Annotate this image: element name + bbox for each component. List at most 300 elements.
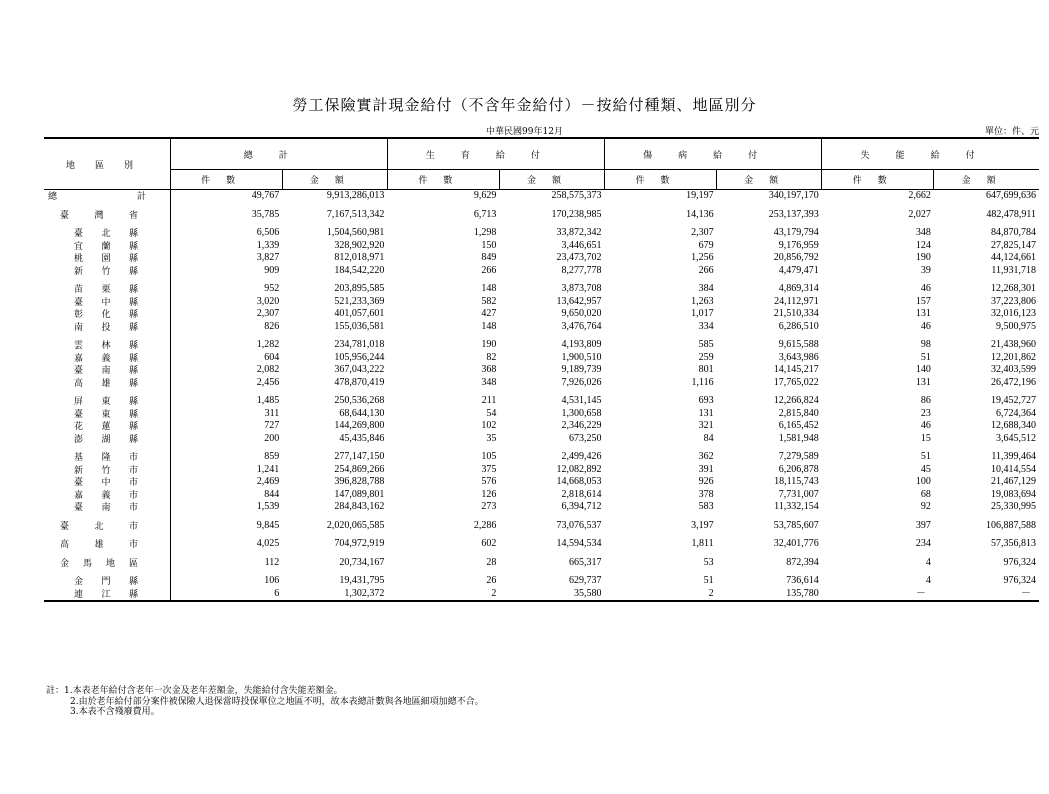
table-row: [44, 420, 1039, 433]
amount-cell: 32,403,599: [991, 364, 1036, 376]
amount-cell: 9,176,959: [778, 239, 819, 251]
amount-cell: 478,870,419: [334, 376, 385, 388]
count-cell: 266: [481, 264, 497, 276]
amount-cell: 23,473,702: [556, 252, 602, 264]
table-row: [44, 476, 1039, 489]
count-header: 件數: [605, 170, 717, 190]
count-cell: 259: [698, 351, 714, 363]
amount-cell: 367,043,222: [334, 364, 385, 376]
region-cell: [44, 227, 170, 240]
count-cell: 2,456: [256, 376, 280, 388]
region-name: 基隆市: [74, 452, 138, 463]
amount-cell: 1,504,560,981: [326, 227, 385, 239]
amount-cell: 20,734,167: [339, 556, 385, 568]
amount-cell: 9,615,588: [778, 339, 819, 351]
count-cell: 576: [481, 476, 497, 488]
amount-cell: 35,580: [499, 588, 604, 602]
count-cell: 35: [486, 432, 497, 444]
region-cell: [44, 476, 170, 489]
amount-cell: 147,089,801: [334, 488, 385, 500]
amount-cell: 19,452,727: [991, 395, 1036, 407]
region-name: 苗栗縣: [74, 284, 138, 295]
count-cell: 1,539: [256, 501, 280, 513]
table-row: [44, 451, 1039, 464]
amount-cell: 106,887,588: [986, 519, 1036, 531]
amount-cell: 328,902,920: [334, 239, 385, 251]
amount-cell: 14,145,217: [773, 364, 819, 376]
amount-cell: 21,438,960: [991, 339, 1036, 351]
region-name: 新竹市: [74, 464, 138, 475]
count-cell: 2,082: [256, 364, 280, 376]
count-header: 件數: [822, 170, 934, 190]
amount-header: 金額: [282, 170, 387, 190]
count-cell: 384: [698, 283, 714, 295]
amount-cell: 43,179,794: [773, 227, 819, 239]
amount-cell: 12,268,301: [991, 283, 1036, 295]
amount-cell: 976,324: [1003, 556, 1036, 568]
amount-cell: 144,269,800: [334, 420, 385, 432]
amount-cell: 673,250: [569, 432, 602, 444]
amount-cell: 184,542,220: [334, 264, 385, 276]
region-cell: [44, 464, 170, 477]
count-cell: 3,827: [256, 252, 280, 264]
count-cell: 53: [703, 556, 714, 568]
count-cell: 391: [698, 463, 714, 475]
amount-cell: 2,346,229: [561, 420, 602, 432]
count-cell: 583: [698, 501, 714, 513]
amount-cell: 1,302,372: [282, 588, 387, 602]
amount-cell: 11,931,718: [991, 264, 1036, 276]
count-cell: 211: [481, 395, 497, 407]
region-cell: [44, 408, 170, 421]
count-cell: 585: [698, 339, 714, 351]
region-name: 連江縣: [74, 588, 138, 599]
count-cell: 28: [486, 556, 497, 568]
count-cell: 131: [698, 407, 714, 419]
amount-cell: 3,446,651: [561, 239, 602, 251]
count-cell: 124: [915, 239, 931, 251]
table-row: [44, 395, 1039, 408]
count-cell: 801: [698, 364, 714, 376]
count-cell: 826: [264, 320, 280, 332]
count-cell: 126: [481, 488, 497, 500]
amount-cell: 872,394: [786, 556, 819, 568]
region-cell: [44, 296, 170, 309]
amount-cell: 3,643,986: [778, 351, 819, 363]
region-cell: [44, 283, 170, 296]
count-cell: 51: [703, 575, 714, 587]
count-cell: 68: [920, 488, 931, 500]
region-cell: [44, 364, 170, 377]
table-row: [44, 321, 1039, 334]
table-row: [44, 209, 1039, 222]
count-cell: 49,767: [251, 190, 280, 202]
group-header-maternity: 生育給付: [387, 138, 604, 170]
count-cell: 148: [481, 283, 497, 295]
count-cell: 4,025: [256, 538, 280, 550]
count-cell: 45: [920, 463, 931, 475]
amount-cell: 7,279,589: [778, 451, 819, 463]
amount-cell: 665,317: [569, 556, 602, 568]
amount-cell: 135,780: [717, 588, 822, 602]
amount-header: 金額: [934, 170, 1039, 190]
amount-cell: 277,147,150: [334, 451, 385, 463]
region-name: 臺北縣: [74, 228, 138, 239]
region-name: 嘉義市: [74, 489, 138, 500]
amount-cell: 1,581,948: [778, 432, 819, 444]
count-cell: 3,020: [256, 295, 280, 307]
footnote: 2.由於老年給付部分案件被保險人退保當時投保單位之地區不明，故本表總計數與各地區細項加總不合。: [70, 696, 484, 707]
table-row: [44, 265, 1039, 278]
amount-cell: 9,500,975: [996, 320, 1036, 332]
count-cell: 4: [925, 556, 931, 568]
table-row: [44, 352, 1039, 365]
table-row: [44, 501, 1039, 514]
count-cell: 150: [481, 239, 497, 251]
table-row: [44, 240, 1039, 253]
count-cell: 909: [264, 264, 280, 276]
amount-cell: 736,614: [786, 575, 819, 587]
amount-cell: 33,872,342: [556, 227, 602, 239]
amount-cell: 12,688,340: [991, 420, 1036, 432]
count-cell: 6,506: [256, 227, 280, 239]
region-cell: [44, 420, 170, 433]
count-cell: 604: [264, 351, 280, 363]
count-cell: 2,469: [256, 476, 280, 488]
amount-cell: 3,645,512: [996, 432, 1036, 444]
count-cell: 148: [481, 320, 497, 332]
count-cell: 1,811: [691, 538, 714, 550]
report-date: 中華民國99年12月: [486, 127, 563, 137]
amount-cell: 84,870,784: [991, 227, 1036, 239]
region-cell: [44, 538, 170, 551]
unit-label: 單位：件、元: [984, 127, 1039, 137]
region-header: 地區別: [44, 138, 170, 190]
table-row: [44, 283, 1039, 296]
count-cell: 582: [481, 295, 497, 307]
amount-cell: 14,594,534: [556, 538, 602, 550]
count-cell: 46: [920, 320, 931, 332]
count-cell: 51: [920, 351, 931, 363]
footnotes: [46, 686, 484, 718]
amount-cell: 6,394,712: [561, 501, 602, 513]
count-cell: 131: [915, 376, 931, 388]
count-cell: 98: [920, 339, 931, 351]
count-cell: 86: [920, 395, 931, 407]
region-name: 臺東縣: [74, 408, 138, 419]
count-cell: 131: [915, 308, 931, 320]
count-cell: 157: [915, 295, 931, 307]
count-cell: 190: [915, 252, 931, 264]
count-cell: 9,845: [256, 519, 280, 531]
count-cell: 6: [170, 588, 282, 602]
amount-cell: 704,972,919: [334, 538, 385, 550]
region-cell: [44, 489, 170, 502]
amount-cell: 2,818,614: [561, 488, 602, 500]
amount-cell: 401,057,601: [334, 308, 385, 320]
amount-cell: 9,189,739: [561, 364, 602, 376]
amount-header: 金額: [717, 170, 822, 190]
count-cell: 348: [481, 376, 497, 388]
count-cell: 273: [481, 501, 497, 513]
count-cell: 679: [698, 239, 714, 251]
count-cell: 859: [264, 451, 280, 463]
amount-cell: 73,076,537: [556, 519, 602, 531]
region-name: 彰化縣: [74, 309, 138, 320]
region-cell: [44, 433, 170, 446]
count-cell: 100: [915, 476, 931, 488]
amount-cell: 7,167,513,342: [326, 208, 385, 220]
count-header: 件數: [387, 170, 499, 190]
count-cell: 427: [481, 308, 497, 320]
count-cell: 82: [486, 351, 497, 363]
region-name: 臺中縣: [74, 296, 138, 307]
amount-cell: 32,401,776: [773, 538, 819, 550]
amount-cell: 521,233,369: [334, 295, 385, 307]
count-cell: 140: [915, 364, 931, 376]
region-name: 金馬地區: [60, 557, 138, 568]
count-cell: 375: [481, 463, 497, 475]
amount-cell: 203,895,585: [334, 283, 385, 295]
amount-cell: 4,531,145: [561, 395, 602, 407]
amount-cell: 250,536,268: [334, 395, 385, 407]
count-cell: 727: [264, 420, 280, 432]
region-cell: [44, 240, 170, 253]
count-cell: 321: [698, 420, 714, 432]
count-cell: －: [822, 588, 934, 602]
table-row: [44, 227, 1039, 240]
region-name: 高雄市: [60, 539, 138, 550]
region-cell: [44, 501, 170, 514]
region-cell: [44, 209, 170, 222]
count-cell: 1,339: [256, 239, 280, 251]
count-cell: 2: [387, 588, 499, 602]
count-cell: 1,116: [691, 376, 714, 388]
amount-cell: 647,699,636: [986, 190, 1036, 202]
amount-cell: 44,124,661: [991, 252, 1036, 264]
count-cell: 23: [920, 407, 931, 419]
count-cell: 849: [481, 252, 497, 264]
benefits-table: [44, 137, 1039, 602]
count-header: 件數: [170, 170, 282, 190]
amount-cell: 12,082,892: [556, 463, 602, 475]
count-cell: 368: [481, 364, 497, 376]
amount-cell: 7,731,007: [778, 488, 819, 500]
count-cell: 1,256: [691, 252, 714, 264]
region-cell: [44, 308, 170, 321]
table-row: [44, 308, 1039, 321]
region-name: 花蓮縣: [74, 421, 138, 432]
table-row: [44, 296, 1039, 309]
amount-cell: 105,956,244: [334, 351, 385, 363]
count-cell: 39: [920, 264, 931, 276]
count-cell: 348: [915, 227, 931, 239]
amount-cell: 253,137,393: [768, 208, 819, 220]
region-cell: [44, 252, 170, 265]
count-cell: 1,298: [473, 227, 497, 239]
count-cell: 2,307: [256, 308, 280, 320]
amount-cell: 234,781,018: [334, 339, 385, 351]
amount-cell: 6,286,510: [778, 320, 819, 332]
amount-cell: 6,165,452: [778, 420, 819, 432]
table-row: [44, 190, 1039, 203]
table-row: [44, 520, 1039, 533]
count-cell: 84: [703, 432, 714, 444]
amount-cell: 7,926,026: [561, 376, 602, 388]
count-cell: 6,713: [473, 208, 497, 220]
group-header-sickness: 傷病給付: [605, 138, 822, 170]
count-cell: 46: [920, 420, 931, 432]
table-body: [44, 190, 1039, 602]
count-cell: 14,136: [686, 208, 714, 220]
region-name: 屏東縣: [74, 396, 138, 407]
amount-cell: 68,644,130: [339, 407, 385, 419]
region-name: 新竹縣: [74, 265, 138, 276]
group-header-disability: 失能給付: [822, 138, 1039, 170]
amount-cell: 12,266,824: [773, 395, 819, 407]
count-cell: 362: [698, 451, 714, 463]
count-cell: 54: [486, 407, 497, 419]
count-cell: 2: [605, 588, 717, 602]
amount-cell: 4,193,809: [561, 339, 602, 351]
amount-cell: 32,016,123: [991, 308, 1036, 320]
region-name: 臺南市: [74, 502, 138, 513]
amount-cell: 17,765,022: [773, 376, 819, 388]
count-cell: 1,485: [256, 395, 280, 407]
table-row: [44, 339, 1039, 352]
amount-cell: 340,197,170: [768, 190, 819, 202]
table-row: [44, 557, 1039, 570]
region-name: 桃園縣: [74, 253, 138, 264]
amount-cell: 11,399,464: [991, 451, 1036, 463]
region-cell: [44, 575, 170, 588]
count-cell: 2,307: [691, 227, 714, 239]
region-cell: [44, 520, 170, 533]
amount-cell: 1,900,510: [561, 351, 602, 363]
count-cell: 1,241: [256, 463, 280, 475]
count-cell: 602: [481, 538, 497, 550]
region-name: 金門縣: [74, 576, 138, 587]
amount-cell: 976,324: [1003, 575, 1036, 587]
amount-cell: 2,499,426: [561, 451, 602, 463]
page-title: 勞工保險實計現金給付（不含年金給付）－按給付種類、地區別分: [292, 96, 757, 114]
region-name: 嘉義縣: [74, 352, 138, 363]
amount-cell: 27,825,147: [991, 239, 1036, 251]
amount-cell: －: [934, 588, 1039, 602]
table-row: [44, 364, 1039, 377]
region-cell: [44, 451, 170, 464]
count-cell: 15: [920, 432, 931, 444]
amount-header: 金額: [499, 170, 604, 190]
amount-cell: 20,856,792: [773, 252, 819, 264]
amount-cell: 4,479,471: [778, 264, 819, 276]
amount-cell: 21,510,334: [773, 308, 819, 320]
amount-cell: 812,018,971: [334, 252, 385, 264]
amount-cell: 3,873,708: [561, 283, 602, 295]
amount-cell: 14,668,053: [556, 476, 602, 488]
amount-cell: 53,785,607: [773, 519, 819, 531]
amount-cell: 57,356,813: [991, 538, 1036, 550]
region-cell: [44, 321, 170, 334]
table-row: [44, 464, 1039, 477]
table-row: [44, 408, 1039, 421]
footnote: 3.本表不含殘廢費用。: [70, 707, 160, 717]
amount-cell: 629,737: [569, 575, 602, 587]
region-name: 臺南縣: [74, 365, 138, 376]
amount-cell: 284,843,162: [334, 501, 385, 513]
amount-cell: 6,206,878: [778, 463, 819, 475]
group-header-total: 總計: [170, 138, 387, 170]
count-cell: 112: [264, 556, 280, 568]
table-row: [44, 252, 1039, 265]
region-cell: [44, 352, 170, 365]
count-cell: 19,197: [686, 190, 714, 202]
table-row: [44, 377, 1039, 390]
amount-cell: 19,083,694: [991, 488, 1036, 500]
count-cell: 26: [486, 575, 497, 587]
count-cell: 844: [264, 488, 280, 500]
count-cell: 2,662: [908, 190, 931, 202]
region-name: 澎湖縣: [74, 433, 138, 444]
count-cell: 106: [264, 575, 280, 587]
amount-cell: 9,913,286,013: [326, 190, 385, 202]
amount-cell: 3,476,764: [561, 320, 602, 332]
amount-cell: 155,036,581: [334, 320, 385, 332]
region-name: 高雄縣: [74, 377, 138, 388]
amount-cell: 12,201,862: [991, 351, 1036, 363]
amount-cell: 25,330,995: [991, 501, 1036, 513]
amount-cell: 18,115,743: [774, 476, 819, 488]
amount-cell: 10,414,554: [991, 463, 1036, 475]
region-cell: [44, 588, 170, 602]
region-cell: [44, 377, 170, 390]
amount-cell: 24,112,971: [774, 295, 819, 307]
amount-cell: 170,238,985: [551, 208, 602, 220]
table-row: [44, 575, 1039, 588]
count-cell: 35,785: [251, 208, 280, 220]
amount-cell: 19,431,795: [339, 575, 385, 587]
count-cell: 378: [698, 488, 714, 500]
count-cell: 334: [698, 320, 714, 332]
table-row: [44, 588, 1039, 602]
amount-cell: 482,478,911: [986, 208, 1036, 220]
amount-cell: 11,332,154: [774, 501, 819, 513]
region-cell: [44, 557, 170, 570]
count-cell: 952: [264, 283, 280, 295]
count-cell: 926: [698, 476, 714, 488]
amount-cell: 1,300,658: [561, 407, 602, 419]
amount-cell: 37,223,806: [991, 295, 1036, 307]
region-name: 宜蘭縣: [74, 240, 138, 251]
region-name: 總計: [48, 191, 146, 202]
amount-cell: 9,650,020: [561, 308, 602, 320]
count-cell: 311: [264, 407, 280, 419]
count-cell: 9,629: [473, 190, 497, 202]
region-name: 臺灣省: [60, 209, 138, 220]
count-cell: 266: [698, 264, 714, 276]
count-cell: 105: [481, 451, 497, 463]
amount-cell: 45,435,846: [339, 432, 385, 444]
count-cell: 200: [264, 432, 280, 444]
region-cell: [44, 339, 170, 352]
count-cell: 51: [920, 451, 931, 463]
region-name: 臺北市: [60, 520, 138, 531]
region-name: 雲林縣: [74, 340, 138, 351]
amount-cell: 21,467,129: [991, 476, 1036, 488]
amount-cell: 13,642,957: [556, 295, 602, 307]
amount-cell: 258,575,373: [551, 190, 602, 202]
amount-cell: 26,472,196: [991, 376, 1036, 388]
